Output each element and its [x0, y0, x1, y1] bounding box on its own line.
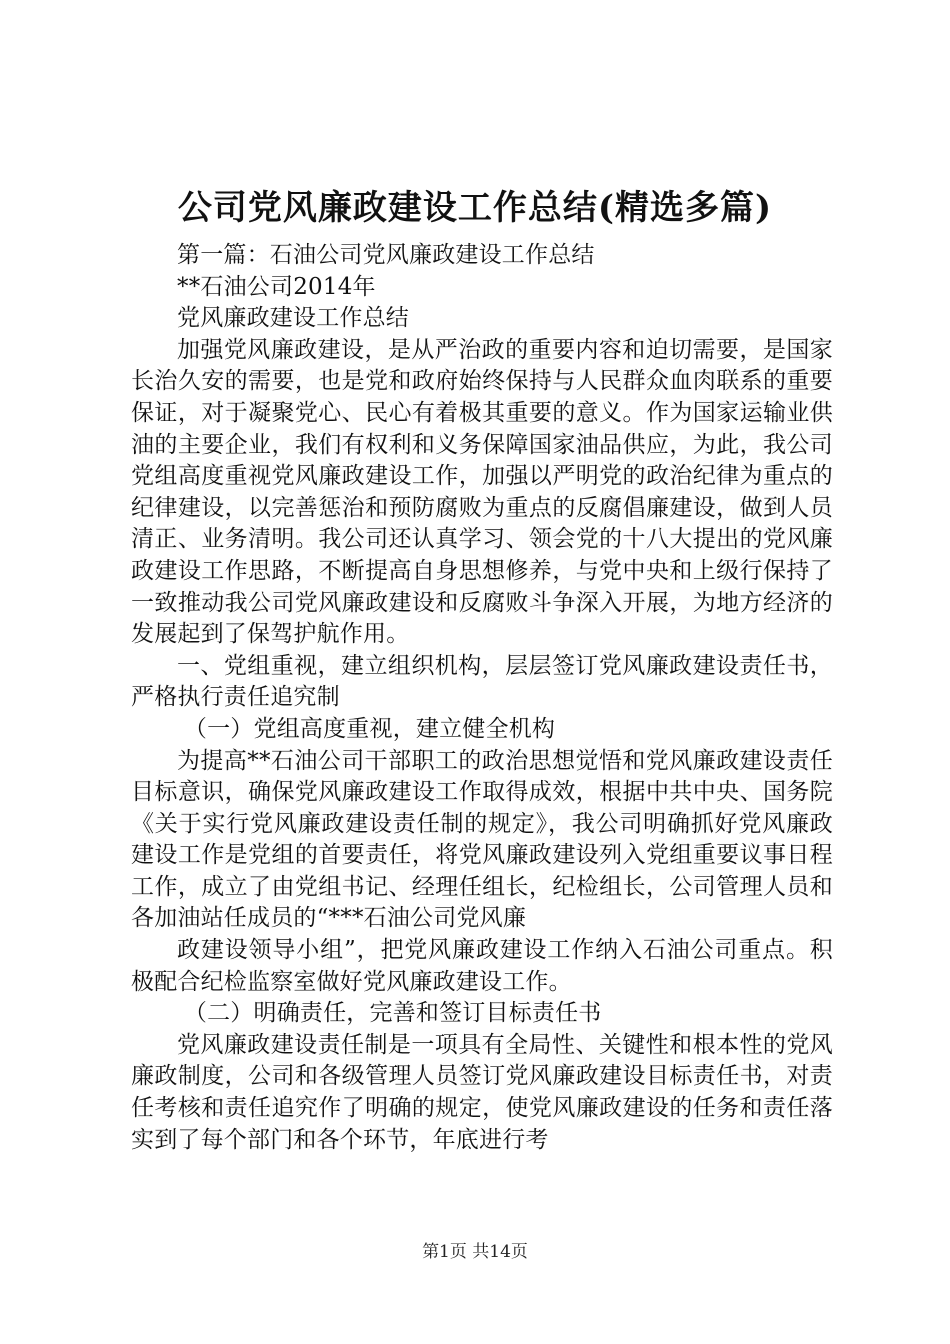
body-paragraph: 党风廉政建设责任制是一项具有全局性、关键性和根本性的党风廉政制度，公司和各级管理人员签订党风廉政建设目标责任书，对责任考核和责任追究作了明确的规定，使党风廉政建设的任务和责任落实到了每个部门和各个环节，年底进行考: [131, 1031, 833, 1153]
body-paragraph: 政建设领导小组”，把党风廉政建设工作纳入石油公司重点。积极配合纪检监察室做好党风廉政建设工作。: [131, 937, 833, 995]
body-paragraph: 为提高**石油公司干部职工的政治思想觉悟和党风廉政建设责任目标意识，确保党风廉政建设工作取得成效，根据中共中央、国务院《关于实行党风廉政建设责任制的规定》，我公司明确抓好党风廉政建设工作是党组的首要责任，将党风廉政建设列入党组重要议事日程工作，成立了由党组书记、经理任组长，纪检组长，公司管理人员和各加油站任成员的“***石油公司党风廉: [131, 747, 833, 932]
subsection-heading: 一、党组重视，建立组织机构，层层签订党风廉政建设责任书，严格执行责任追究制: [131, 652, 833, 711]
document-title: 公司党风廉政建设工作总结(精选多篇): [177, 188, 773, 228]
body-paragraph: 加强党风廉政建设，是从严治政的重要内容和迫切需要，是国家长治久安的需要，也是党和政府始终保持与人民群众血肉联系的重要保证，对于凝聚党心、民心有着极其重要的意义。作为国家运输业供油的主要企业，我们有权利和义务保障国家油品供应，为此，我公司党组高度重视党风廉政建设工作，加强以严明党的政治纪律为重点的纪律建设，以完善惩治和预防腐败为重点的反腐倡廉建设，做到人员清正、业务清明。我公司还认真学习、领会党的十八大提出的党风廉政建设工作思路，不断提高自身思想修养，与党中央和上级行保持了一致推动我公司党风廉政建设和反腐败斗争深入开展，为地方经济的发展起到了保驾护航作用。: [131, 336, 833, 648]
document-body: [131, 240, 833, 1156]
page-number-footer: 第1页 共14页: [422, 1242, 528, 1262]
subsection-heading: （二）明确责任，完善和签订目标责任书: [183, 1000, 602, 1027]
subsection-heading: （一）党组高度重视，建立健全机构: [183, 715, 556, 742]
section-heading: 第一篇：石油公司党风廉政建设工作总结: [177, 242, 595, 268]
summary-title-line: 党风廉政建设工作总结: [177, 305, 409, 332]
company-year-line: **石油公司2014年: [177, 273, 376, 300]
